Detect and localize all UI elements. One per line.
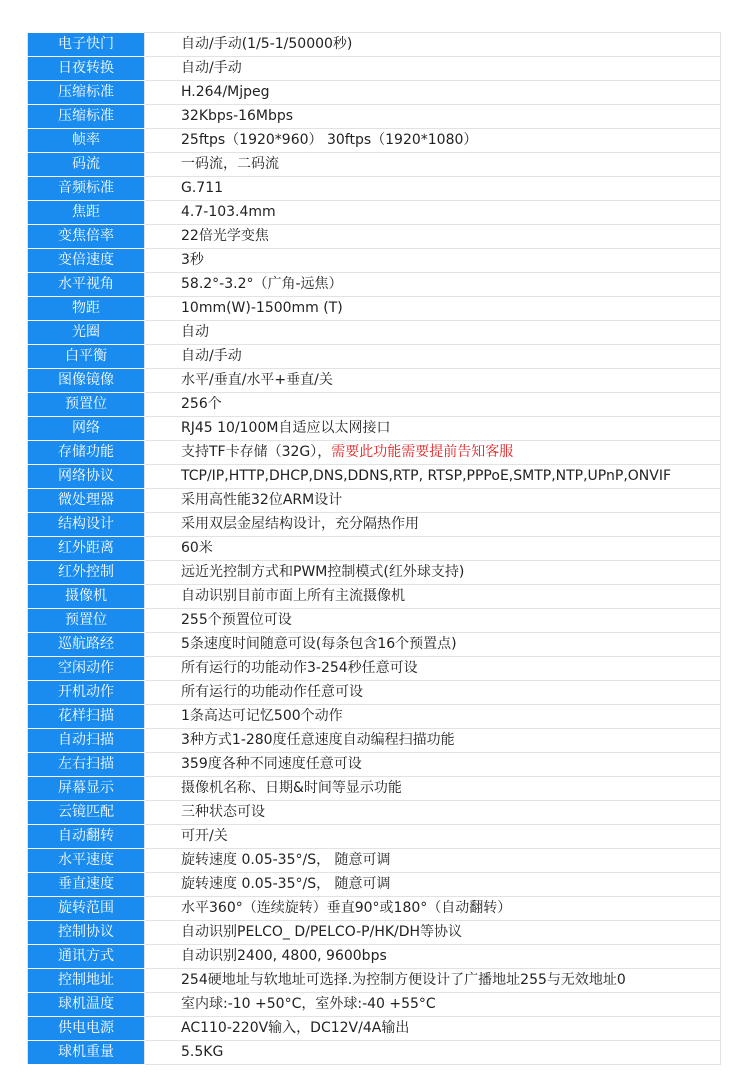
spec-label: 巡航路经 [28,633,145,657]
spec-value: G.711 [181,180,224,196]
spec-value: 3秒 [181,252,204,268]
spec-label: 压缩标准 [28,105,145,129]
spec-value-cell [145,729,721,753]
spec-label: 自动扫描 [28,729,145,753]
table-row [28,705,721,729]
table-row [28,585,721,609]
table-row [28,177,721,201]
spec-value: 远近光控制方式和PWM控制模式(红外球支持) [181,564,465,580]
table-row [28,129,721,153]
spec-value-cell [145,1041,721,1065]
spec-label: 旋转范围 [28,897,145,921]
spec-label: 花样扫描 [28,705,145,729]
spec-value-cell [145,969,721,993]
table-row [28,345,721,369]
spec-value-cell [145,273,721,297]
spec-value-cell [145,537,721,561]
table-row [28,249,721,273]
spec-value: 旋转速度 0.05-35°/S， 随意可调 [181,876,391,892]
spec-label: 变倍速度 [28,249,145,273]
table-row [28,825,721,849]
spec-value-cell [145,153,721,177]
table-row [28,609,721,633]
spec-value: 采用双层金屋结构设计，充分隔热作用 [181,516,419,532]
spec-label: 图像镜像 [28,369,145,393]
spec-value: 自动识别PELCO_ D/PELCO-P/HK/DH等协议 [181,924,463,940]
spec-value-cell [145,657,721,681]
table-row [28,1017,721,1041]
spec-value-cell [145,441,721,465]
table-row [28,273,721,297]
spec-value: 60米 [181,540,213,556]
spec-note: 需要此功能需要提前告知客服 [331,444,514,460]
spec-value-cell [145,873,721,897]
spec-value: 1条高达可记忆500个动作 [181,708,343,724]
spec-value-cell [145,393,721,417]
spec-label: 预置位 [28,393,145,417]
table-row [28,873,721,897]
spec-value: 所有运行的功能动作3-254秒任意可设 [181,660,418,676]
spec-value-cell [145,465,721,489]
spec-value: RJ45 10/100M自适应以太网接口 [181,420,391,436]
spec-label: 水平速度 [28,849,145,873]
table-row [28,441,721,465]
spec-value: 自动 [181,324,209,340]
spec-label: 压缩标准 [28,81,145,105]
spec-label: 云镜匹配 [28,801,145,825]
spec-value: 支持TF卡存储（32G）， [181,444,332,460]
spec-value-cell [145,705,721,729]
table-row [28,969,721,993]
spec-value-cell [145,129,721,153]
spec-value: 自动/手动(1/5-1/50000秒) [181,36,353,52]
spec-label: 变焦倍率 [28,225,145,249]
spec-value-cell [145,57,721,81]
spec-label: 红外距离 [28,537,145,561]
table-row [28,777,721,801]
table-row [28,633,721,657]
spec-label: 开机动作 [28,681,145,705]
table-row [28,729,721,753]
spec-value: 自动/手动 [181,60,242,76]
spec-label: 帧率 [28,129,145,153]
table-row [28,153,721,177]
spec-label: 屏幕显示 [28,777,145,801]
spec-label: 结构设计 [28,513,145,537]
table-row [28,297,721,321]
spec-value-cell [145,225,721,249]
spec-value-cell [145,585,721,609]
spec-label: 存储功能 [28,441,145,465]
spec-value: 4.7-103.4mm [181,204,276,220]
spec-value: 自动识别2400, 4800, 9600bps [181,948,387,964]
spec-value: 3种方式1-280度任意速度自动编程扫描功能 [181,732,455,748]
spec-label: 码流 [28,153,145,177]
spec-value-cell [145,249,721,273]
spec-table-body [28,33,721,1065]
spec-value: 255个预置位可设 [181,612,292,628]
spec-value-cell [145,849,721,873]
table-row [28,681,721,705]
spec-value: H.264/Mjpeg [181,84,270,100]
table-row [28,921,721,945]
spec-label: 预置位 [28,609,145,633]
table-row [28,105,721,129]
table-row [28,945,721,969]
spec-label: 电子快门 [28,33,145,57]
table-row [28,81,721,105]
spec-label: 日夜转换 [28,57,145,81]
spec-value-cell [145,417,721,441]
spec-value-cell [145,177,721,201]
spec-value-cell [145,561,721,585]
table-row [28,33,721,57]
spec-value-cell [145,897,721,921]
spec-value-cell [145,201,721,225]
table-row [28,561,721,585]
spec-label: 左右扫描 [28,753,145,777]
spec-label: 控制协议 [28,921,145,945]
spec-label: 球机重量 [28,1041,145,1065]
spec-value-cell [145,825,721,849]
spec-value-cell [145,489,721,513]
spec-value: 可开/关 [181,828,228,844]
table-row [28,897,721,921]
spec-value-cell [145,945,721,969]
spec-value: 自动/手动 [181,348,242,364]
spec-value: 所有运行的功能动作任意可设 [181,684,363,700]
spec-label: 通讯方式 [28,945,145,969]
spec-value: 自动识别目前市面上所有主流摄像机 [181,588,405,604]
spec-value-cell [145,633,721,657]
spec-value: 室内球:-10 +50°C，室外球:-40 +55°C [181,996,436,1012]
spec-label: 控制地址 [28,969,145,993]
table-row [28,225,721,249]
table-row [28,489,721,513]
table-row [28,417,721,441]
table-row [28,537,721,561]
spec-value: 10mm(W)-1500mm (T) [181,300,343,316]
spec-value: 水平360°（连续旋转）垂直90°或180°（自动翻转） [181,900,512,916]
spec-value: 22倍光学变焦 [181,228,269,244]
spec-value-cell [145,609,721,633]
table-row [28,849,721,873]
spec-value: 旋转速度 0.05-35°/S， 随意可调 [181,852,391,868]
spec-value-cell [145,105,721,129]
spec-value: AC110-220V输入，DC12V/4A输出 [181,1020,410,1036]
spec-value: 5条速度时间随意可设(每条包含16个预置点) [181,636,457,652]
spec-value: 32Kbps-16Mbps [181,108,294,124]
spec-value-cell [145,753,721,777]
spec-label: 微处理器 [28,489,145,513]
spec-label: 物距 [28,297,145,321]
spec-value-cell [145,1017,721,1041]
spec-value-cell [145,801,721,825]
spec-label: 红外控制 [28,561,145,585]
table-row [28,1041,721,1065]
spec-value-cell [145,321,721,345]
spec-value-cell [145,993,721,1017]
spec-value: 一码流，二码流 [181,156,279,172]
table-row [28,201,721,225]
spec-value-cell [145,81,721,105]
spec-value: 359度各种不同速度任意可设 [181,756,362,772]
spec-value-cell [145,33,721,57]
spec-label: 空闲动作 [28,657,145,681]
spec-value: TCP/IP,HTTP,DHCP,DNS,DDNS,RTP, RTSP,PPPoE,SMTP,NTP,UPnP,ONVIF [181,468,672,484]
table-row [28,369,721,393]
spec-table [27,32,721,1065]
table-row [28,993,721,1017]
spec-value-cell [145,297,721,321]
spec-label: 网络协议 [28,465,145,489]
spec-value: 254硬地址与软地址可选择.为控制方便设计了广播地址255与无效地址0 [181,972,626,988]
spec-label: 供电电源 [28,1017,145,1041]
spec-value-cell [145,921,721,945]
spec-value: 水平/垂直/水平+垂直/关 [181,372,333,388]
spec-value: 5.5KG [181,1044,224,1060]
spec-value: 摄像机名称、日期&时间等显示功能 [181,780,402,796]
spec-value-cell [145,345,721,369]
spec-label: 摄像机 [28,585,145,609]
spec-value: 58.2°-3.2°（广角-远焦） [181,276,343,292]
spec-label: 网络 [28,417,145,441]
spec-label: 音频标准 [28,177,145,201]
table-row [28,57,721,81]
spec-value: 256个 [181,396,222,412]
spec-value: 三种状态可设 [181,804,265,820]
spec-label: 球机温度 [28,993,145,1017]
table-row [28,657,721,681]
spec-label: 光圈 [28,321,145,345]
table-row [28,801,721,825]
spec-label: 水平视角 [28,273,145,297]
table-row [28,513,721,537]
spec-label: 焦距 [28,201,145,225]
spec-value-cell [145,369,721,393]
spec-label: 白平衡 [28,345,145,369]
spec-label: 垂直速度 [28,873,145,897]
spec-value: 采用高性能32位ARM设计 [181,492,343,508]
spec-label: 自动翻转 [28,825,145,849]
table-row [28,321,721,345]
table-row [28,753,721,777]
table-row [28,393,721,417]
spec-value-cell [145,681,721,705]
spec-value-cell [145,513,721,537]
spec-value-cell [145,777,721,801]
table-row [28,465,721,489]
spec-value: 25ftps（1920*960） 30ftps（1920*1080） [181,132,478,148]
